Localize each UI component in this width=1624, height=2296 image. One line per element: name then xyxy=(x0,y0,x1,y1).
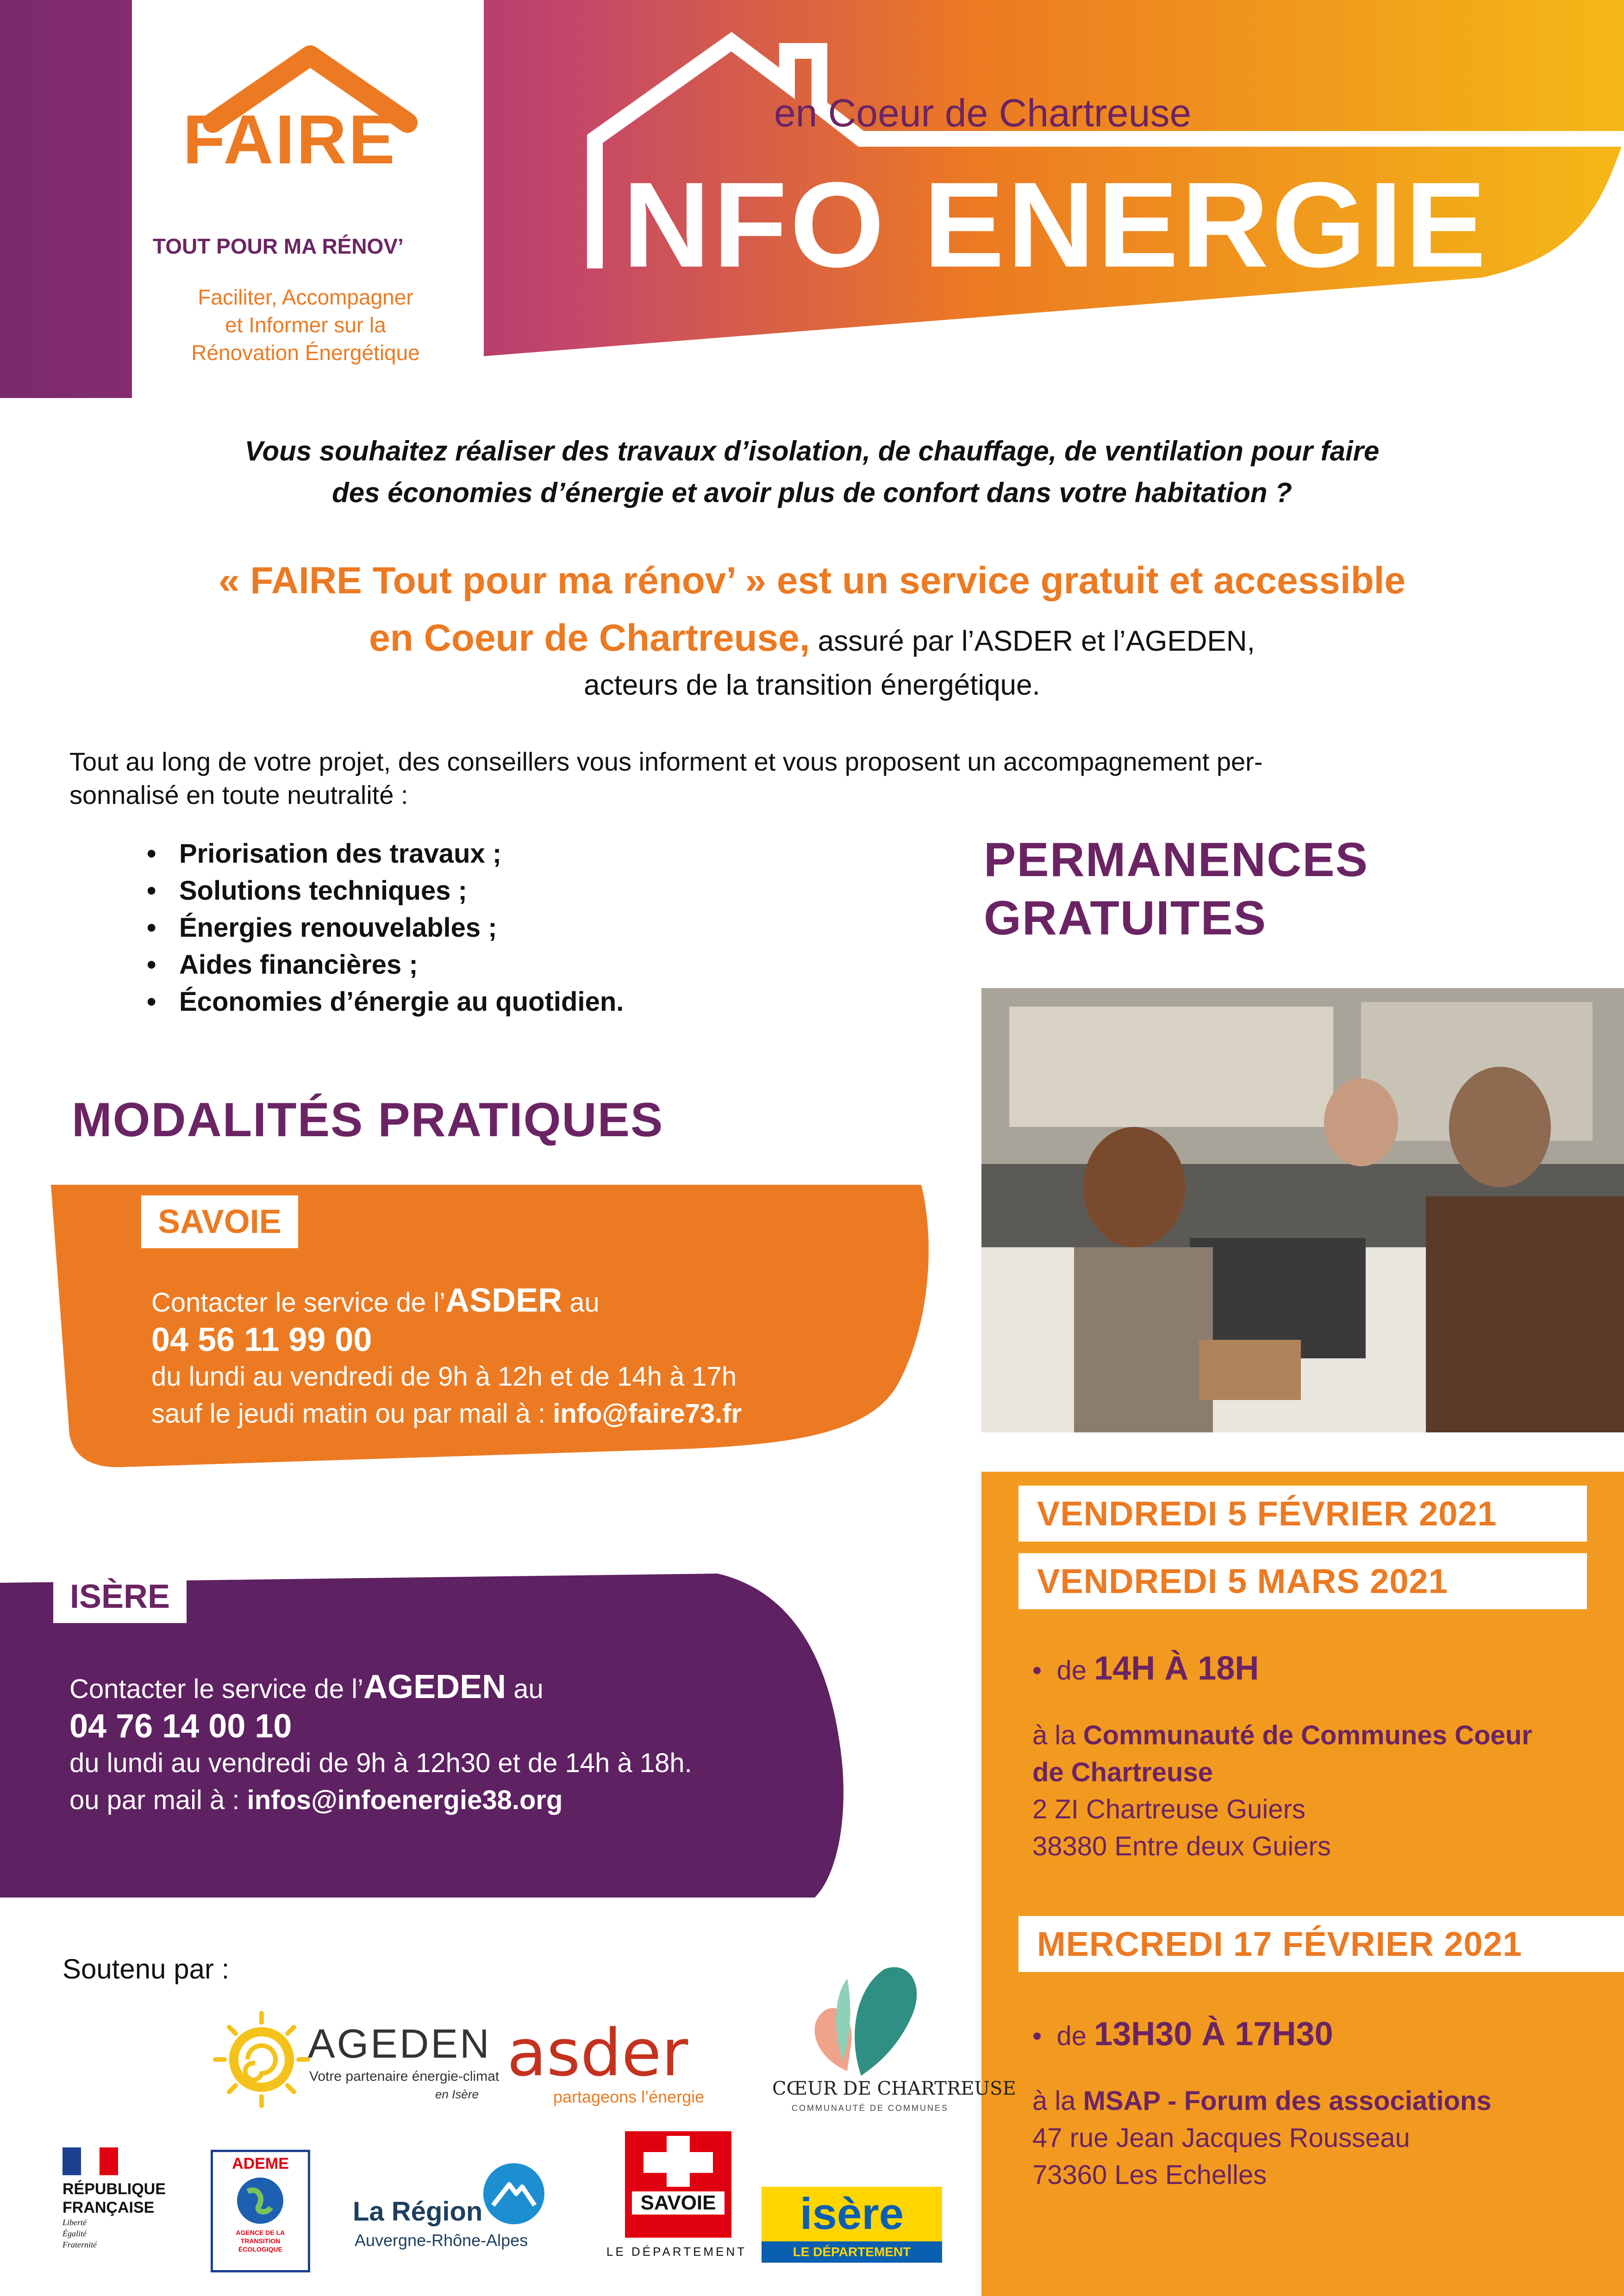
advisors-text xyxy=(69,745,1574,812)
contact-text: au xyxy=(506,1674,543,1704)
service-location: en Coeur de Chartreuse, xyxy=(369,617,810,659)
region-mountain-icon xyxy=(481,2161,546,2226)
list-item: • Économies d’énergie au quotidien. xyxy=(179,983,624,1020)
ademe-name: ADEME xyxy=(232,2155,289,2172)
mail-prefix: ou par mail à : xyxy=(69,1785,247,1815)
rf-motto: Liberté xyxy=(62,2218,87,2227)
bullet: • xyxy=(1032,1655,1057,1686)
savoie-dept-sub: LE DÉPARTEMENT xyxy=(606,2245,747,2259)
service-operators: assuré par l’ASDER et l’AGEDEN, xyxy=(810,625,1255,657)
contact-text: Contacter le service de l’ xyxy=(151,1288,446,1318)
ageden-logo-tag: Votre partenaire énergie-climat xyxy=(309,2069,500,2084)
isere-contact xyxy=(69,1668,692,1819)
isere-mail-line xyxy=(69,1782,692,1819)
slot-2 xyxy=(1032,2016,1606,2194)
tagline-line: Faciliter, Accompagner xyxy=(198,285,413,309)
rf-line: RÉPUBLIQUE xyxy=(62,2180,166,2198)
globe-icon xyxy=(213,2173,308,2228)
faire-logo-tagline xyxy=(148,283,463,367)
advisors-line: sonnalisé en toute neutralité : xyxy=(69,780,408,809)
sponsors-label: Soutenu par : xyxy=(62,1954,230,1985)
savoie-email-link[interactable]: info@faire73.fr xyxy=(553,1399,742,1429)
savoie-contact-line xyxy=(151,1282,742,1321)
slot-2-time xyxy=(1032,2016,1606,2055)
header-location: en Coeur de Chartreuse xyxy=(774,91,1192,135)
place-address: 73360 Les Echelles xyxy=(1032,2160,1267,2190)
list-item: • Aides financières ; xyxy=(179,946,624,983)
bullet: • xyxy=(1032,2021,1057,2051)
place-prefix: à la xyxy=(1032,1720,1083,1750)
savoie-phone[interactable]: 04 56 11 99 00 xyxy=(151,1321,372,1358)
contact-text: au xyxy=(562,1288,600,1318)
slot-1-place xyxy=(1032,1717,1606,1754)
place-address: 2 ZI Chartreuse Guiers xyxy=(1032,1794,1305,1824)
heading-line: PERMANENCES xyxy=(984,833,1368,887)
asder-logo-name: asder xyxy=(507,2016,688,2091)
savoie-tag: SAVOIE xyxy=(141,1195,298,1248)
intro-question-line: Vous souhaitez réaliser des travaux d’isolation, de chauffage, de ventilation pour faire xyxy=(244,436,1380,467)
isere-phone[interactable]: 04 76 14 00 10 xyxy=(69,1708,292,1745)
intro-question xyxy=(0,430,1624,514)
savoie-contact xyxy=(151,1282,742,1432)
slot-1-time xyxy=(1032,1650,1606,1689)
time-value: 13H30 À 17H30 xyxy=(1094,2016,1333,2053)
place-name: Communauté de Communes Coeur xyxy=(1083,1720,1532,1750)
savoie-dept-name: SAVOIE xyxy=(632,2191,725,2215)
ageden-sun-icon xyxy=(211,2009,312,2110)
ageden-name: AGEDEN xyxy=(363,1668,506,1705)
ageden-logo-name: AGEDEN xyxy=(308,2021,491,2066)
isere-contact-line xyxy=(69,1668,692,1708)
ademe-logo xyxy=(211,2150,310,2272)
list-item: • Priorisation des travaux ; xyxy=(179,835,624,872)
page-title: NFO ENERGIE xyxy=(623,157,1489,292)
savoie-mail-line xyxy=(151,1395,742,1432)
place-name: MSAP - Forum des associations xyxy=(1083,2086,1492,2116)
coeur-chartreuse-sub: COMMUNAUTÉ DE COMMUNES xyxy=(792,2103,949,2113)
coeur-chartreuse-name: CŒUR DE CHARTREUSE xyxy=(772,2078,1016,2099)
savoie-cross-icon xyxy=(625,2131,731,2191)
rf-line: FRANÇAISE xyxy=(62,2199,155,2216)
date-1: VENDREDI 5 FÉVRIER 2021 xyxy=(1018,1486,1587,1542)
advisors-line: Tout au long de votre projet, des conseillers vous informent et vous proposent un accompagnement per- xyxy=(69,747,1263,776)
permanences-heading xyxy=(984,831,1368,947)
isere-tag: ISÈRE xyxy=(53,1570,187,1623)
service-line-1: « FAIRE Tout pour ma rénov’ » est un service gratuit et accessible xyxy=(218,560,1406,602)
tagline-line: et Informer sur la xyxy=(225,313,386,337)
ademe-sub: AGENCE DE LA TRANSITION ÉCOLOGIQUE xyxy=(236,2229,285,2253)
heading-line: GRATUITES xyxy=(984,891,1267,945)
asder-logo-tag: partageons l’énergie xyxy=(553,2087,705,2106)
isere-email-link[interactable]: infos@infoenergie38.org xyxy=(247,1785,563,1815)
coeur-chartreuse-leaf-icon xyxy=(787,1960,926,2085)
contact-text: Contacter le service de l’ xyxy=(69,1674,364,1704)
savoie-dept-logo xyxy=(625,2131,731,2238)
service-line-2 xyxy=(0,616,1624,660)
faire-logo-title: FAIRE xyxy=(183,100,397,178)
place-name: de Chartreuse xyxy=(1032,1757,1213,1787)
isere-hours: du lundi au vendredi de 9h à 12h30 et de 14h à 18h. xyxy=(69,1748,692,1778)
isere-dept-sub: LE DÉPARTEMENT xyxy=(762,2241,942,2263)
time-value: 14H À 18H xyxy=(1094,1650,1259,1687)
advisors-photo xyxy=(981,988,1624,1432)
date-3: MERCREDI 17 FÉVRIER 2021 xyxy=(1018,1916,1624,1972)
tagline-line: Rénovation Énergétique xyxy=(191,341,420,365)
rf-motto: Fraternité xyxy=(62,2240,97,2249)
place-address: 47 rue Jean Jacques Rousseau xyxy=(1032,2123,1410,2153)
faire-logo-subtitle: TOUT POUR MA RÉNOV’ xyxy=(153,234,404,258)
savoie-hours: du lundi au vendredi de 9h à 12h et de 14h à 17h xyxy=(151,1362,737,1392)
service-line-3: acteurs de la transition énergétique. xyxy=(584,669,1040,701)
slot-2-place xyxy=(1032,2083,1606,2120)
republique-francaise-logo xyxy=(62,2180,166,2250)
isere-dept-logo xyxy=(762,2187,942,2263)
asder-name: ASDER xyxy=(445,1282,562,1319)
list-item: • Énergies renouvelables ; xyxy=(179,909,624,946)
region-logo-sub: Auvergne-Rhône-Alpes xyxy=(355,2231,528,2250)
slot-1 xyxy=(1032,1650,1606,1865)
isere-dept-name: isère xyxy=(762,2187,942,2241)
time-prefix: de xyxy=(1056,1655,1094,1686)
modalites-heading: MODALITÉS PRATIQUES xyxy=(72,1093,664,1147)
services-list xyxy=(142,835,624,1020)
intro-question-line: des économies d’énergie et avoir plus de confort dans votre habitation ? xyxy=(332,477,1292,508)
mail-prefix: sauf le jeudi matin ou par mail à : xyxy=(151,1399,553,1429)
ageden-logo-sub: en Isère xyxy=(435,2087,479,2101)
place-address: 38380 Entre deux Guiers xyxy=(1032,1831,1331,1861)
date-2: VENDREDI 5 MARS 2021 xyxy=(1018,1553,1587,1609)
list-item: • Solutions techniques ; xyxy=(179,872,624,909)
time-prefix: de xyxy=(1056,2021,1094,2051)
place-prefix: à la xyxy=(1032,2086,1083,2116)
marianne-flag-icon xyxy=(62,2147,118,2175)
rf-motto: Égalité xyxy=(62,2229,87,2238)
region-logo-name: La Région xyxy=(353,2196,483,2227)
